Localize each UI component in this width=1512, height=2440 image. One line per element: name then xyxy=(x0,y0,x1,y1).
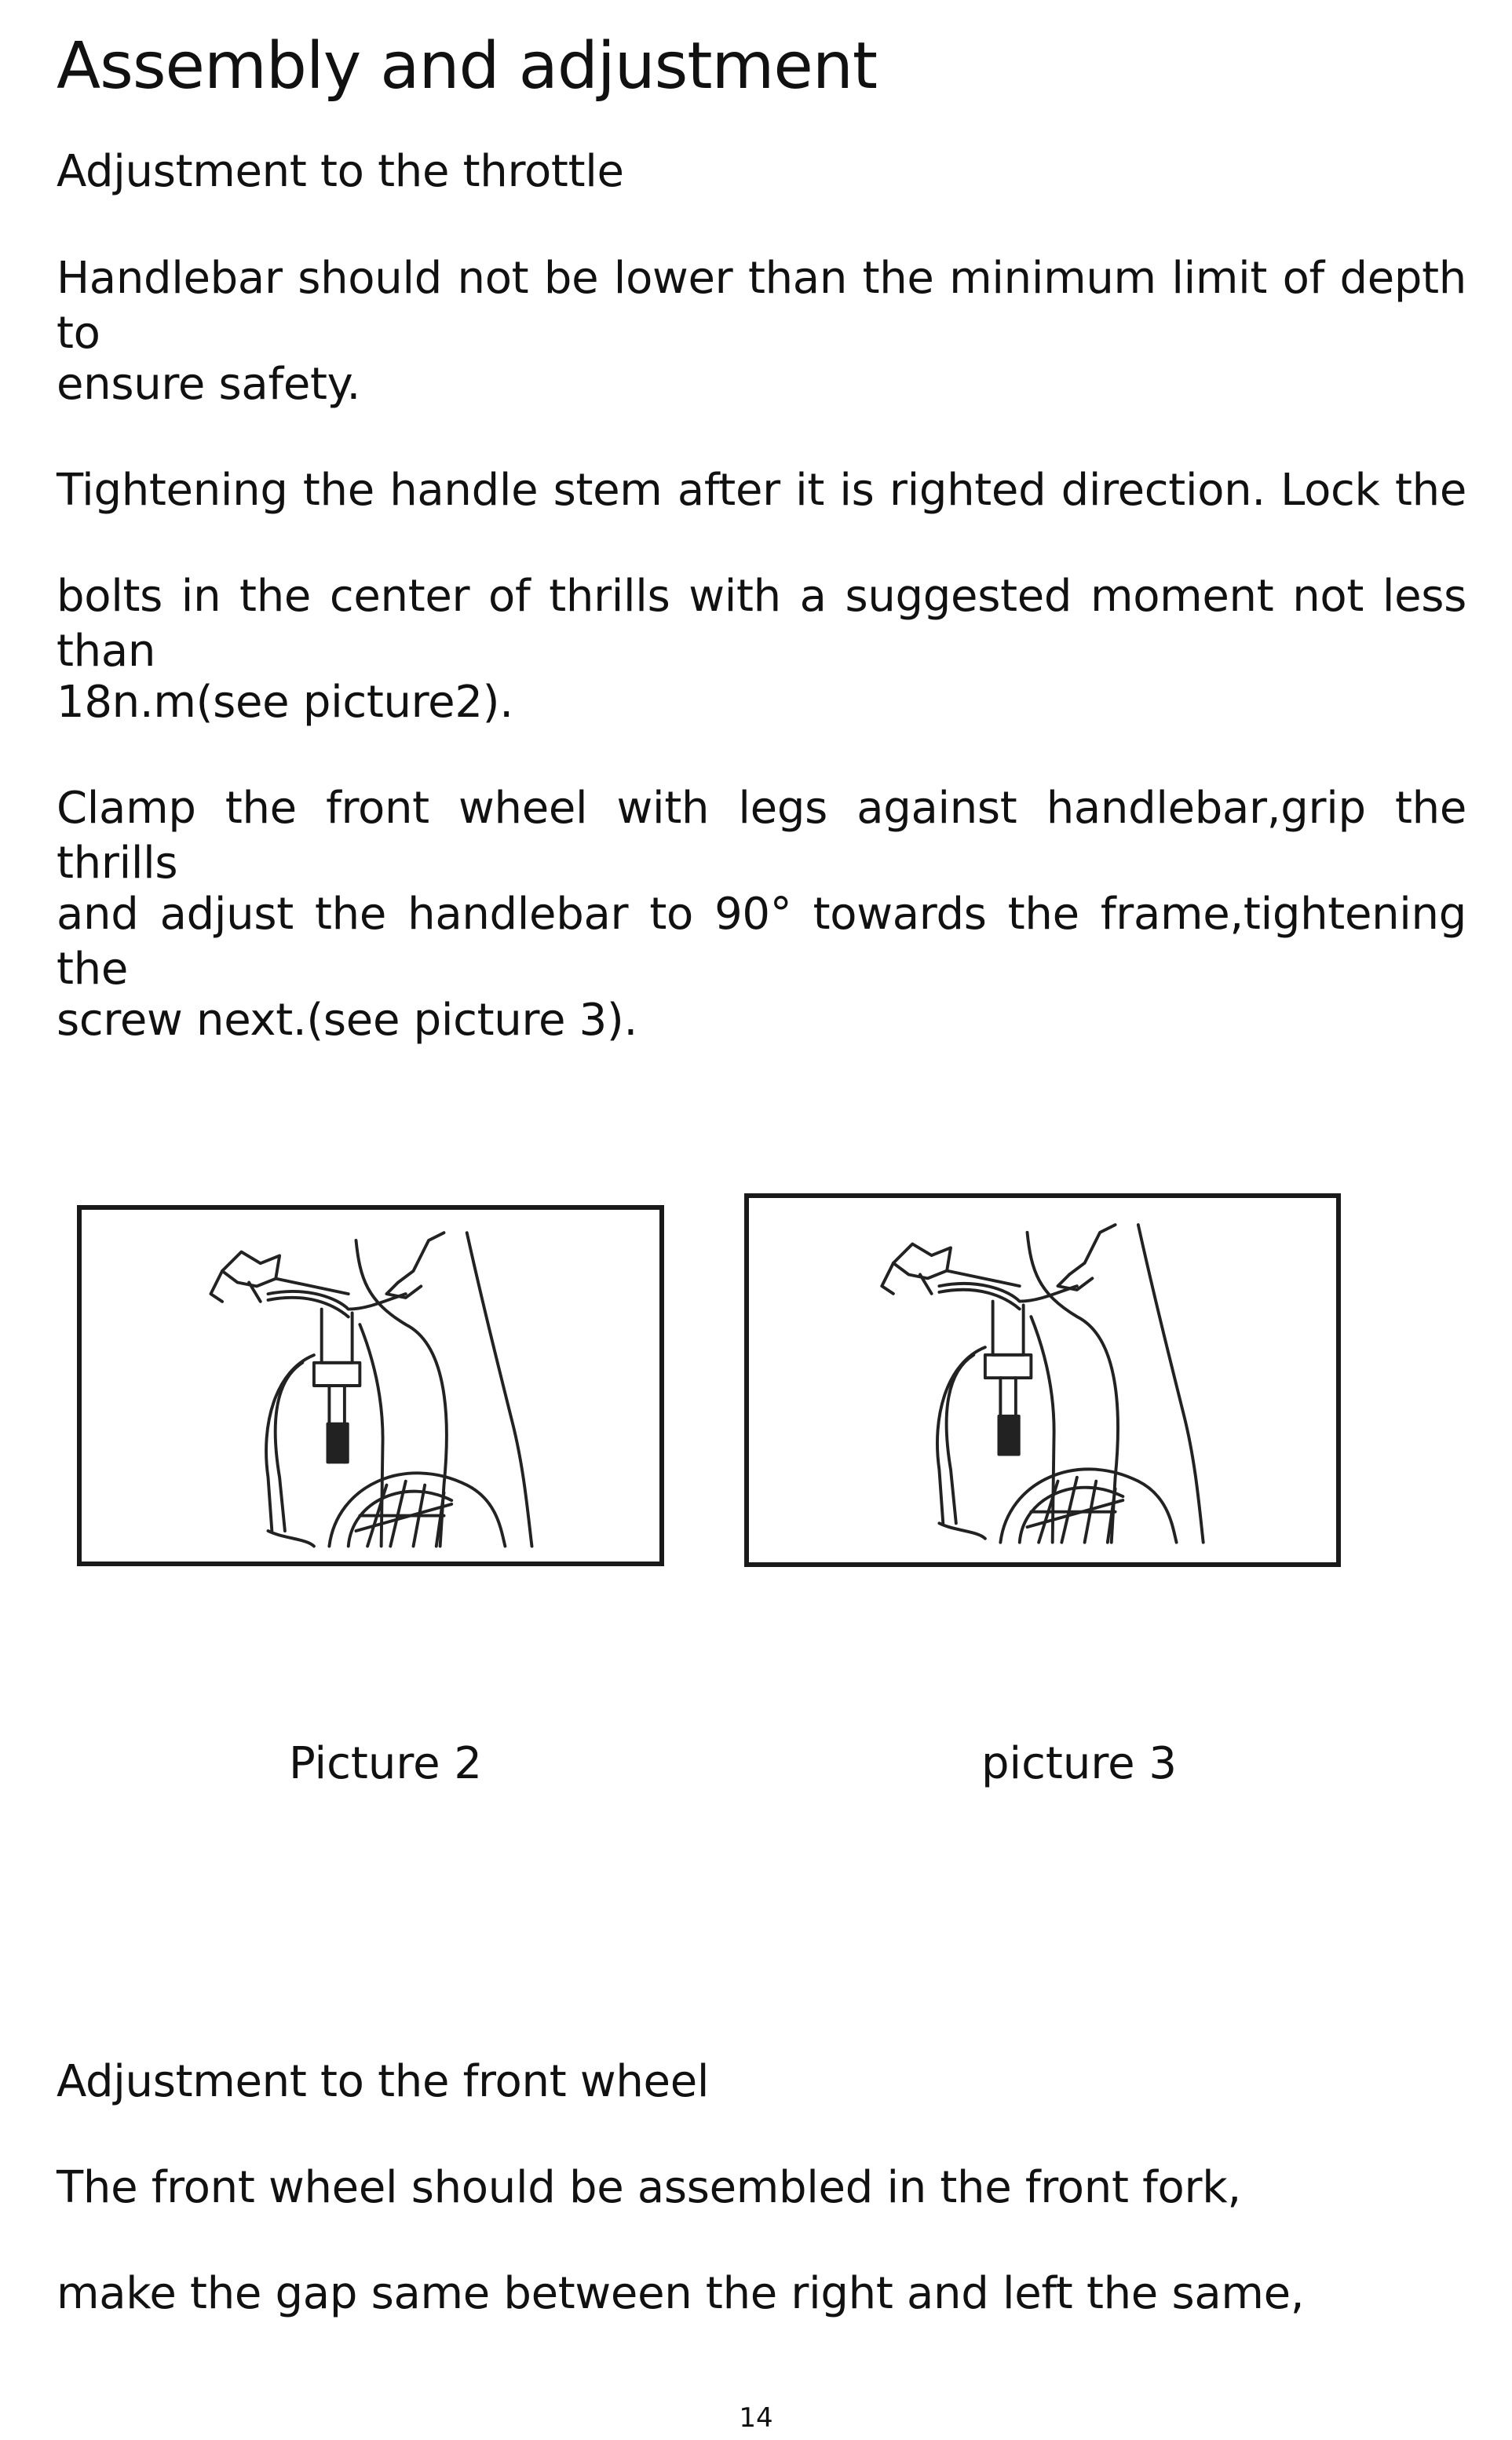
picture-2-illustration xyxy=(77,1205,664,1566)
paragraph-line: and adjust the handlebar to 90° towards the frame,tightening the xyxy=(57,889,1466,995)
section-heading-throttle: Adjustment to the throttle xyxy=(57,146,624,197)
page-number: 14 xyxy=(739,2402,773,2434)
picture-2-caption: Picture 2 xyxy=(289,1738,483,1789)
picture-3-illustration xyxy=(744,1193,1341,1567)
handlebar-alignment-drawing xyxy=(749,1198,1336,1562)
paragraph-line: 18n.m(see picture2). xyxy=(57,677,513,728)
paragraph-line: Tightening the handle stem after it is righted direction. Lock the xyxy=(57,465,1466,516)
paragraph-line: bolts in the center of thrills with a suggested moment not less than xyxy=(57,571,1466,677)
paragraph-line: Clamp the front wheel with legs against handlebar,grip the thrills xyxy=(57,783,1466,889)
paragraph-line: The front wheel should be assembled in the front fork, xyxy=(57,2162,1241,2213)
section-heading-front-wheel: Adjustment to the front wheel xyxy=(57,2056,710,2107)
paragraph-line: Handlebar should not be lower than the minimum limit of depth to xyxy=(57,253,1466,359)
paragraph-line: make the gap same between the right and left the same, xyxy=(57,2268,1305,2319)
picture-3-caption: picture 3 xyxy=(981,1738,1178,1789)
handlebar-clamp-drawing xyxy=(82,1210,659,1562)
paragraph-line: ensure safety. xyxy=(57,359,361,410)
page-title: Assembly and adjustment xyxy=(57,29,878,104)
paragraph-line: screw next.(see picture 3). xyxy=(57,995,637,1046)
